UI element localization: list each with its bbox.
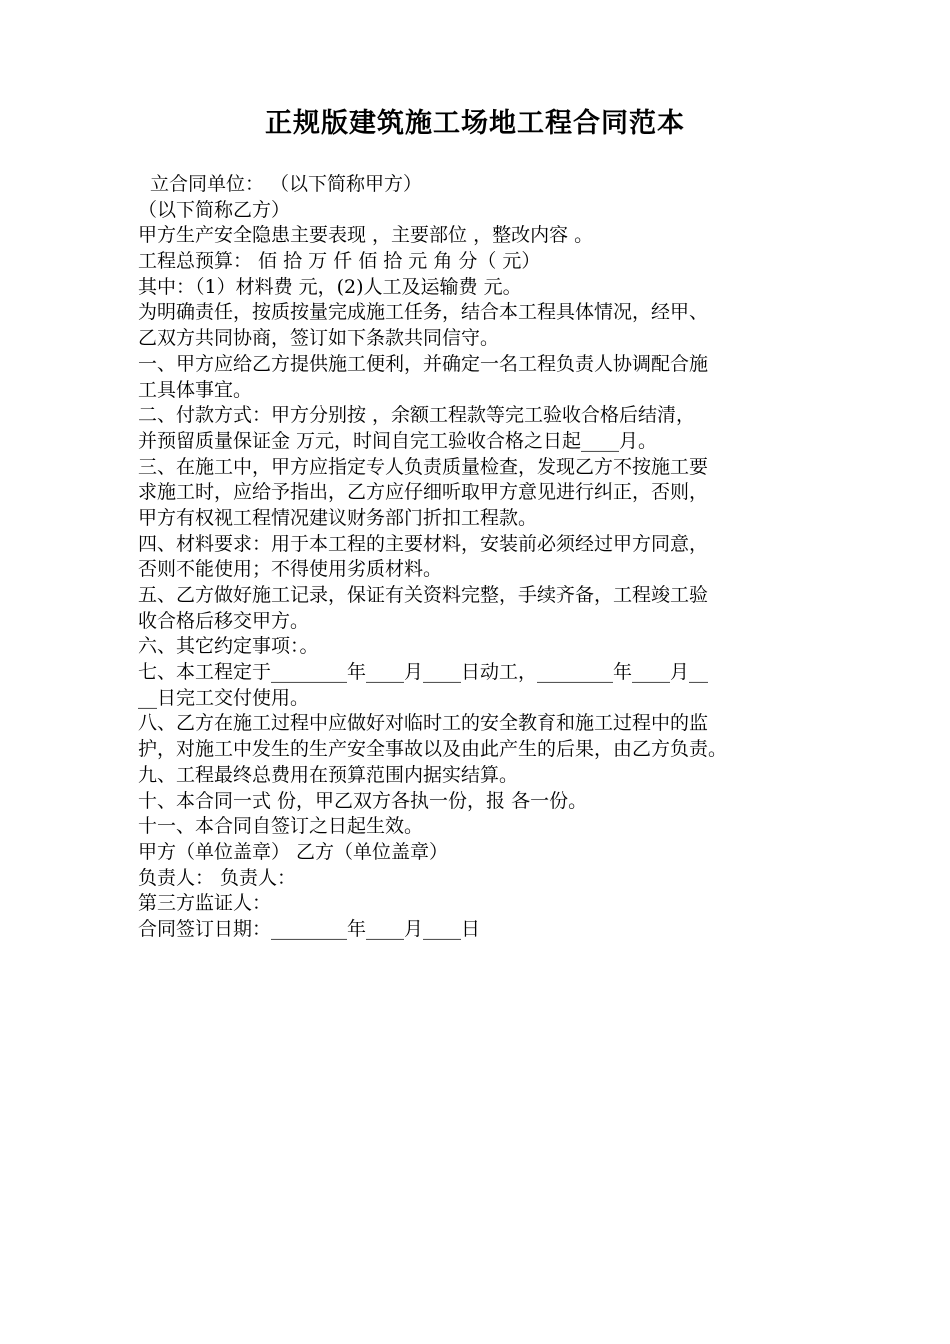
line-clause-2a: 二、付款方式：甲方分别按 ，余额工程款等完工验收合格后结清， <box>138 404 696 427</box>
line-signing-date: 合同签订日期：________年____月____日 <box>138 917 481 940</box>
line-third-party-witness: 第三方监证人： <box>138 892 272 915</box>
line-clause-4a: 四、材料要求：用于本工程的主要材料，安装前必须经过甲方同意， <box>138 532 709 555</box>
line-clause-10: 十、本合同一式 份，甲乙双方各执一份，报 各一份。 <box>138 789 588 812</box>
line-clause-7b: __日完工交付使用。 <box>138 686 310 709</box>
line-clause-6: 六、其它约定事项：。 <box>138 635 319 658</box>
line-party-b: （以下简称乙方） <box>138 198 291 221</box>
line-clause-3b: 求施工时，应给予指出，乙方应仔细听取甲方意见进行纠正，否则， <box>138 481 709 504</box>
line-clause-3c: 甲方有权视工程情况建议财务部门折扣工程款。 <box>138 506 538 529</box>
line-preamble-1: 为明确责任，按质按量完成施工任务，结合本工程具体情况，经甲、 <box>138 301 709 324</box>
line-clause-5a: 五、乙方做好施工记录，保证有关资料完整，手续齐备，工程竣工验 <box>138 584 709 606</box>
line-contract-parties: 立合同单位： （以下简称甲方） <box>150 173 423 195</box>
line-total-budget: 工程总预算： 佰 拾 万 仟 佰 拾 元 角 分（ 元） <box>138 250 541 273</box>
line-seals: 甲方（单位盖章） 乙方（单位盖章） <box>138 840 449 863</box>
line-clause-9: 九、工程最终总费用在预算范围内据实结算。 <box>138 763 519 786</box>
document-body <box>138 172 828 943</box>
line-clause-2b: 并预留质量保证金 万元，时间自完工验收合格之日起____月。 <box>138 429 658 452</box>
line-cost-breakdown: 其中：（1）材料费 元，(2)人工及运输费 元。 <box>138 275 522 298</box>
line-safety-hazards: 甲方生产安全隐患主要表现 ，主要部位 ，整改内容 。 <box>138 224 594 247</box>
line-clause-7a: 七、本工程定于________年____月____日动工，________年____月__ <box>138 661 709 684</box>
line-preamble-2: 乙双方共同协商，签订如下条款共同信守。 <box>138 327 500 350</box>
line-clause-4b: 否则不能使用；不得使用劣质材料。 <box>138 558 443 581</box>
line-clause-8b: 护，对施工中发生的生产安全事故以及由此产生的后果，由乙方负责。 <box>138 738 728 761</box>
line-clause-1a: 一、甲方应给乙方提供施工便利，并确定一名工程负责人协调配合施 <box>138 352 709 375</box>
line-responsible-persons: 负责人： 负责人： <box>138 866 297 889</box>
document-title: 正规版建筑施工场地工程合同范本 <box>265 108 685 139</box>
line-clause-11: 十一、本合同自签订之日起生效。 <box>138 815 424 838</box>
line-clause-8a: 八、乙方在施工过程中应做好对临时工的安全教育和施工过程中的监 <box>138 712 709 735</box>
line-clause-3a: 三、在施工中，甲方应指定专人负责质量检查，发现乙方不按施工要 <box>138 455 709 478</box>
line-clause-5b: 收合格后移交甲方。 <box>138 609 310 632</box>
line-clause-1b: 工具体事宜。 <box>138 378 253 401</box>
